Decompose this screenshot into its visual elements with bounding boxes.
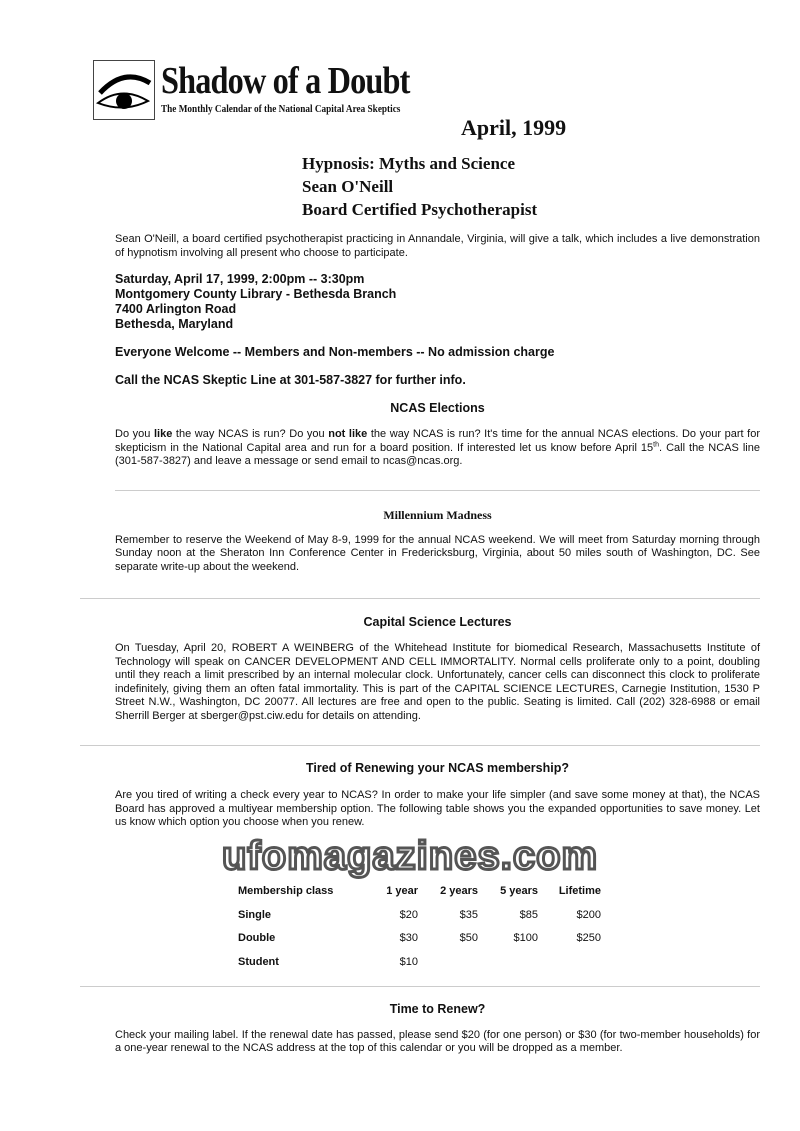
table-header-row xyxy=(238,880,601,904)
col-header: 1 year xyxy=(386,885,418,898)
membership-table xyxy=(238,880,601,974)
talk-welcome: Everyone Welcome -- Members and Non-members -- No admission charge xyxy=(115,345,555,359)
divider xyxy=(115,490,760,491)
cell xyxy=(538,950,601,974)
cell: $250 xyxy=(576,932,601,945)
logo-title: Shadow of a Doubt xyxy=(161,60,410,102)
table-row xyxy=(238,950,601,974)
cell: $50 xyxy=(459,932,478,945)
talk-street: 7400 Arlington Road xyxy=(115,302,237,316)
cell: Student xyxy=(238,955,279,968)
cell: $85 xyxy=(519,908,538,921)
membership-body: Are you tired of writing a check every year to NCAS? In order to make your life simpler (and save some money at that), the NCAS Board has approved a multiyear membership option. The following table shows you the expanded opportunities to save money. Let us know which option you choose when you renew. xyxy=(115,789,760,828)
cell: Single xyxy=(238,908,272,921)
col-header: 5 years xyxy=(500,885,538,898)
talk-description: Sean O'Neill, a board certified psychotherapist practicing in Annandale, Virginia, will give a talk, which includes a live demonstration of hypnotism involving all present who choose to participate. xyxy=(115,233,760,259)
logo-tagline: The Monthly Calendar of the National Capital Area Skeptics xyxy=(161,104,401,115)
col-header: Lifetime xyxy=(558,885,601,898)
talk-venue: Montgomery County Library - Bethesda Branch xyxy=(115,287,397,301)
cell: $100 xyxy=(513,932,538,945)
membership-heading: Tired of Renewing your NCAS membership? xyxy=(305,761,569,775)
cell: $10 xyxy=(399,955,418,968)
elections-body: Do you like the way NCAS is run? Do you not like the way NCAS is run? It's time for the annual NCAS elections. Do your part for skepticism in the National Capital area and run for a board position. If interested let us know before April 15th. Call the NCAS line (301-587-3827) and leave a message or send email to ncas@ncas.org. xyxy=(115,428,761,467)
table-row xyxy=(238,927,601,951)
millennium-heading: Millennium Madness xyxy=(383,507,492,522)
newsletter-body xyxy=(115,152,760,1056)
renew-body: Check your mailing label. If the renewal date has passed, please send $20 (for one person) or $30 (for two-member households) for a one-year renewal to the NCAS address at the top of this calendar or you will be dropped as a member. xyxy=(115,1028,760,1054)
cell: $35 xyxy=(459,908,478,921)
elections-heading: NCAS Elections xyxy=(390,401,485,415)
talk-speaker: Sean O'Neill xyxy=(302,177,394,196)
cell: $200 xyxy=(576,908,601,921)
cell: $20 xyxy=(399,908,418,921)
lectures-heading: Capital Science Lectures xyxy=(363,615,512,629)
eye-icon xyxy=(93,60,155,120)
talk-role: Board Certified Psychotherapist xyxy=(302,200,538,219)
cell xyxy=(418,950,478,974)
col-header: 2 years xyxy=(440,885,478,898)
table-row xyxy=(238,903,601,927)
talk-when: Saturday, April 17, 1999, 2:00pm -- 3:30pm xyxy=(115,272,365,286)
divider xyxy=(80,986,760,987)
lectures-body: On Tuesday, April 20, ROBERT A WEINBERG of the Whitehead Institute for biomedical Research, Massachusetts Institute of Technology will speak on CANCER DEVELOPMENT AND CELL IMMORTALITY. Normal cells proliferate only to a point, doubling until they reach a limit prescribed by an internal molecular clock. Unfortunately, cancer cells can disconnect this clock to proliferate indefinitely, giving them an often fatal immortality. This is part of the CAPITAL SCIENCE LECTURES, Carnegie Institution, 1530 P Street N.W., Washington, DC 20077. All lectures are free and open to the public. Seating is limited. Call (202) 328-6988 or email Sherrill Berger at sberger@pst.ciw.edu for details on attending. xyxy=(115,642,760,722)
cell xyxy=(478,950,538,974)
millennium-body: Remember to reserve the Weekend of May 8-9, 1999 for the annual NCAS weekend. We will meet from Saturday morning through Sunday noon at the Sheraton Inn Conference Center in Fredericksburg, Virginia, about 50 miles south of Washington, DC. See separate write-up about the weekend. xyxy=(115,533,760,573)
watermark: ufomagazines.com xyxy=(222,833,599,878)
divider xyxy=(80,745,760,746)
talk-call: Call the NCAS Skeptic Line at 301-587-3827 for further info. xyxy=(115,373,466,387)
talk-city: Bethesda, Maryland xyxy=(115,317,234,331)
cell: Double xyxy=(238,932,276,945)
col-header: Membership class xyxy=(238,885,334,898)
renew-heading: Time to Renew? xyxy=(389,1001,486,1016)
issue-date: April, 1999 xyxy=(461,115,567,140)
masthead-logo xyxy=(93,60,453,120)
talk-title: Hypnosis: Myths and Science xyxy=(302,154,515,173)
cell: $30 xyxy=(399,932,418,945)
divider xyxy=(80,598,760,599)
